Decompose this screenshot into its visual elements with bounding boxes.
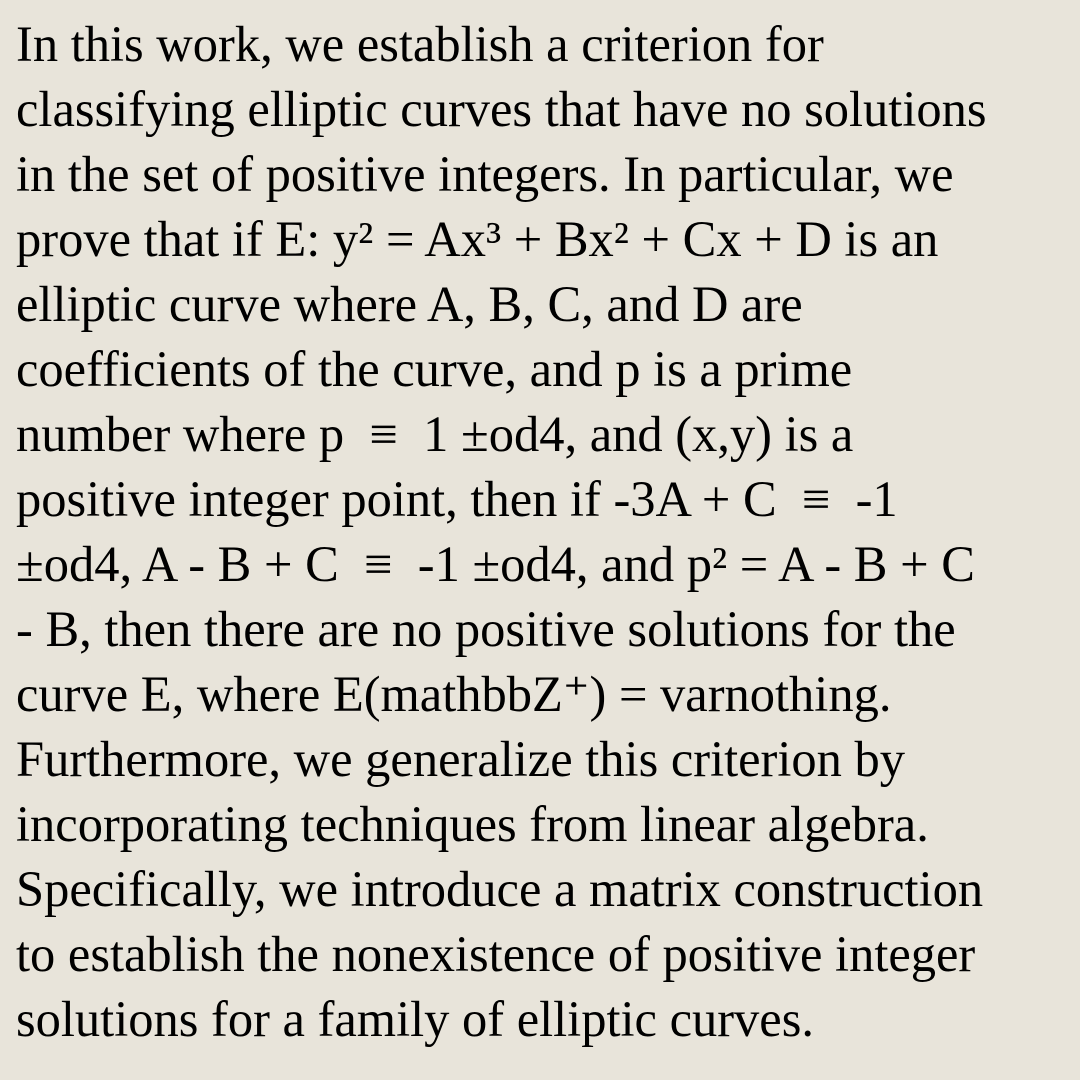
text-line: elliptic curve where A, B, C, and D are [16,276,803,332]
abstract-paragraph [16,12,1064,1052]
text-line: coefficients of the curve, and p is a prime [16,341,853,397]
text-line: ±od4, A - B + C ≡ -1 ±od4, and p² = A - B + C [16,536,975,592]
text-line: to establish the nonexistence of positive integer [16,926,976,982]
text-line: number where p ≡ 1 ±od4, and (x,y) is a [16,406,854,462]
text-line: solutions for a family of elliptic curves. [16,991,814,1047]
text-line: Furthermore, we generalize this criterion by [16,731,906,787]
text-line: classifying elliptic curves that have no solutions [16,81,987,137]
text-line: prove that if E: y² = Ax³ + Bx² + Cx + D is an [16,211,939,267]
text-line: - B, then there are no positive solutions for the [16,601,956,657]
text-line: Specifically, we introduce a matrix construction [16,861,984,917]
text-line: incorporating techniques from linear algebra. [16,796,929,852]
text-line: In this work, we establish a criterion for [16,16,824,72]
text-line: curve E, where E(mathbbZ⁺) = varnothing. [16,666,892,722]
text-line: positive integer point, then if -3A + C ≡ -1 [16,471,898,527]
text-line: in the set of positive integers. In particular, we [16,146,954,202]
